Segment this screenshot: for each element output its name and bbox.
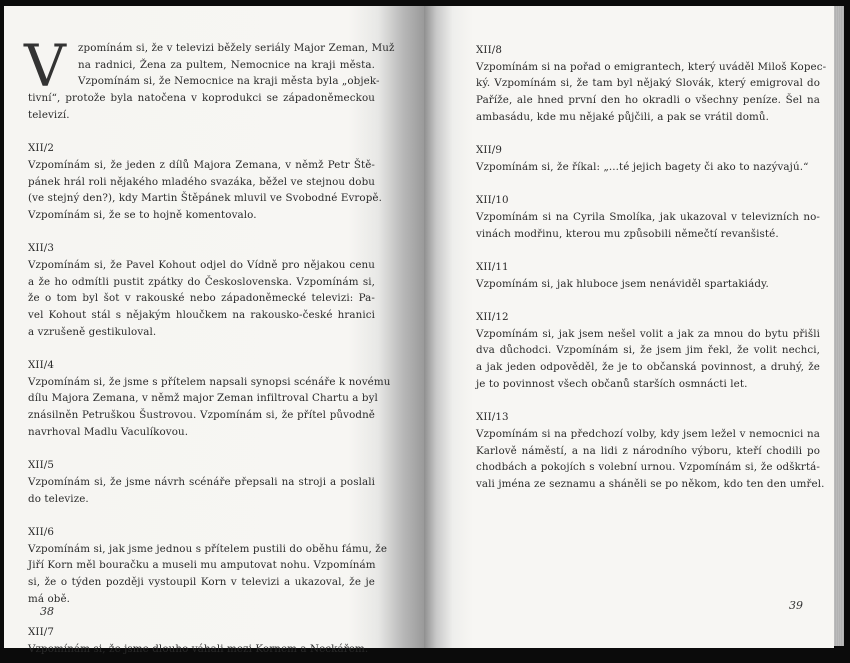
text-line: Karlově náměstí, a na lidi z národního výboru, kteří chodili po xyxy=(476,444,820,457)
text-line: navrhoval Madlu Vaculíkovou. xyxy=(28,425,189,438)
text-line: a že ho odmítli pustit zpátky do Československa. Vzpomínám si, xyxy=(28,275,375,288)
entry-paragraph xyxy=(476,159,820,176)
entry-paragraph xyxy=(28,157,382,224)
entry-paragraph xyxy=(476,426,825,493)
text-line: zpomínám si, že v televizi běžely seriály Major Zeman, Muž xyxy=(78,42,395,54)
entry-heading: XII/9 xyxy=(476,144,502,157)
page-number-right: 39 xyxy=(789,599,803,612)
entry-heading: XII/7 xyxy=(28,626,54,639)
drop-cap: V xyxy=(24,32,66,100)
entry-section xyxy=(28,524,388,607)
entry-paragraph xyxy=(28,374,391,441)
text-line: pánek hrál roli nějakého mladého svazáka, běžel ve stejnou dobu xyxy=(28,175,375,188)
text-line: Vzpomínám si, že jsme s přítelem napsali synopsi scénáře k novému xyxy=(28,375,391,388)
entry-paragraph xyxy=(28,257,375,340)
entry-heading: XII/5 xyxy=(28,459,54,472)
text-line: (ve stejný den?), kdy Martin Štěpánek mluvil ve Svobodné Evropě. xyxy=(28,192,382,205)
text-line: Vzpomínám si, že jeden z dílů Majora Zemana, v němž Petr Ště- xyxy=(28,158,375,171)
entry-section xyxy=(28,624,375,657)
text-line: znásilněn Petruškou Šustrovou. Vzpomínám si, že přítel původně xyxy=(28,409,375,422)
text-line: a jak jeden odpověděl, že je to občanská povinnost, a druhý, že xyxy=(476,361,820,374)
entry-section xyxy=(28,357,391,440)
entry-section xyxy=(476,192,820,242)
entry-paragraph xyxy=(476,59,827,126)
text-line: Vzpomínám si na předchozí volby, kdy jsem ležel v nemocnici na xyxy=(476,427,820,440)
text-line: Vzpomínám si na Cyrila Smolíka, jak ukazoval v televizních no- xyxy=(476,210,820,223)
text-line: na radnici, Žena za pultem, Nemocnice na kraji města. xyxy=(78,58,375,71)
text-line: si, že o týden později vystoupil Korn v televizi a ukazoval, že je xyxy=(28,576,375,588)
text-line: ký. Vzpomínám si, že tam byl nějaký Slovák, který emigroval do xyxy=(476,77,820,90)
text-line: Vzpomínám si, jak hluboce jsem nenáviděl spartakiády. xyxy=(476,277,769,290)
intro-paragraph xyxy=(28,40,395,123)
text-line: že o tom byl šot v rakouské nebo západoněmecké televizi: Pa- xyxy=(28,292,375,305)
entry-heading: XII/2 xyxy=(28,142,54,155)
text-line: televizí. xyxy=(28,108,70,121)
text-line: tivní“, protože byla natočena v koprodukci se západoněmeckou xyxy=(28,92,375,105)
right-page-text xyxy=(476,42,827,493)
text-line: chodbách a pokojích s volební urnou. Vzpomínám si, že odškrtá- xyxy=(476,461,820,474)
text-line: Vzpomínám si na pořad o emigrantech, který uváděl Miloš Kopec- xyxy=(476,60,827,73)
entry-section xyxy=(476,42,827,125)
entry-paragraph xyxy=(28,641,375,658)
entry-paragraph xyxy=(28,541,388,608)
page-number-left: 38 xyxy=(40,605,54,618)
text-line: Jiří Korn měl bouračku a museli mu amputovat nohu. Vzpomínám xyxy=(28,559,376,572)
text-line: vinách modřinu, kterou mu způsobili němečtí revanšisté. xyxy=(476,227,779,240)
text-line: Vzpomínám si, že jsme návrh scénáře přepsali na stroji a poslali xyxy=(28,475,375,488)
entry-paragraph xyxy=(476,276,820,293)
text-line: vel Kohout stál s nějakým hloučkem na rakousko-české hranici xyxy=(28,309,375,321)
text-line: je to povinnost všech občanů starších osmnácti let. xyxy=(476,377,748,390)
entry-section xyxy=(476,309,820,392)
entry-heading: XII/13 xyxy=(476,411,509,424)
entry-paragraph xyxy=(28,474,375,507)
text-line: vali jména ze seznamu a sháněli se po někom, kdo ten den umřel. xyxy=(476,477,825,490)
entry-heading: XII/12 xyxy=(476,311,509,323)
entry-section xyxy=(476,259,820,292)
entry-heading: XII/10 xyxy=(476,194,509,207)
entry-section xyxy=(476,409,825,492)
entry-heading: XII/11 xyxy=(476,260,509,273)
entry-section xyxy=(28,140,382,223)
entry-section xyxy=(28,457,375,507)
entry-section xyxy=(476,142,820,175)
left-page-text xyxy=(28,40,395,657)
text-line: Vzpomínám si, že se to hojně komentovalo. xyxy=(28,208,257,221)
text-line: Vzpomínám si, jak jsme jednou s přítelem pustili do oběhu fámu, že xyxy=(28,542,388,555)
entry-section xyxy=(28,240,375,340)
text-line: Vzpomínám si, jak jsem nešel volit a jak za mnou do bytu přišli xyxy=(476,327,820,340)
text-line: dílu Majora Zemana, v němž major Zeman infiltroval Chartu a byl xyxy=(28,392,378,405)
page-stack-edge xyxy=(834,6,844,646)
text-line: Paříže, ale hned první den ho okradli o všechny peníze. Šel na xyxy=(476,94,820,107)
text-line: Vzpomínám si, že jsme dlouho váhali mezi Kornem a Neckářem. xyxy=(28,642,369,655)
text-line: do televize. xyxy=(28,492,89,505)
text-line: a vzrušeně gestikuloval. xyxy=(28,325,157,338)
entry-paragraph xyxy=(476,326,820,393)
entry-paragraph xyxy=(476,209,820,242)
text-line: má obě. xyxy=(28,592,71,605)
entry-heading: XII/4 xyxy=(28,359,54,372)
text-line: ambasádu, kde mu nějaké půjčili, a pak se vrátil domů. xyxy=(476,110,770,123)
text-line: Vzpomínám si, že Pavel Kohout odjel do Vídně pro nějakou cenu xyxy=(28,258,375,271)
text-line: Vzpomínám si, že říkal: „...té jejich bagety či ako to nazývajú.“ xyxy=(476,160,809,173)
entry-heading: XII/8 xyxy=(476,44,502,56)
entry-heading: XII/3 xyxy=(28,242,54,255)
text-line: dva důchodci. Vzpomínám si, že jsem jim řekl, že volit nechci, xyxy=(476,344,820,357)
entry-heading: XII/6 xyxy=(28,525,54,538)
text-line: Vzpomínám si, že Nemocnice na kraji města byla „objek- xyxy=(78,75,380,88)
